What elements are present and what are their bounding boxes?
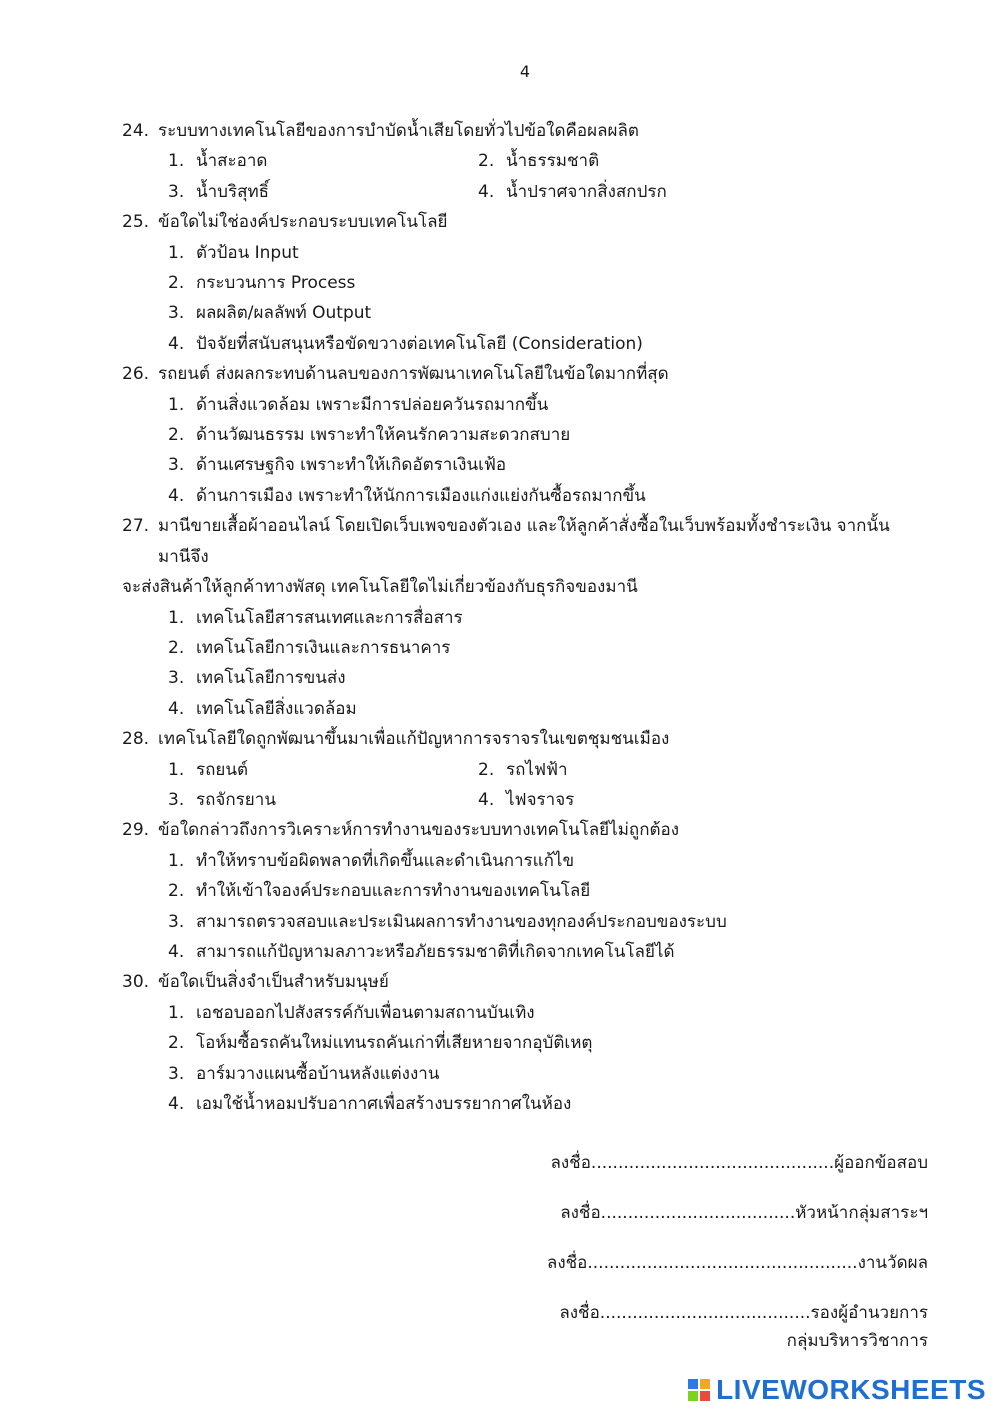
question-text: รถยนต์ ส่งผลกระทบด้านลบของการพัฒนาเทคโนโลยีในข้อใดมากที่สุด	[158, 364, 669, 385]
option-text: ด้านสิ่งแวดล้อม เพราะมีการปล่อยควันรถมากขึ้น	[196, 394, 549, 415]
signature-line: ลงชื่อ.......................................รองผู้อำนวยการ	[559, 1303, 928, 1323]
option-number: 1.	[168, 151, 185, 172]
answer-option[interactable]	[478, 177, 778, 207]
question-number: 25.	[122, 212, 150, 233]
option-number: 1.	[168, 394, 185, 415]
question-item	[122, 511, 922, 724]
option-text: น้ำสะอาด	[196, 151, 268, 172]
option-number: 2.	[168, 637, 185, 658]
option-text: โอห์มซื้อรถคันใหม่แทนรถคันเก่าที่เสียหายจากอุบัติเหตุ	[196, 1033, 593, 1054]
option-number: 2.	[168, 425, 185, 446]
answer-option[interactable]	[122, 298, 922, 328]
option-text: น้ำธรรมชาติ	[506, 151, 600, 172]
answer-option[interactable]	[122, 1059, 922, 1089]
option-number: 2.	[478, 759, 495, 780]
answer-option[interactable]	[478, 146, 778, 176]
answer-option[interactable]	[168, 755, 478, 785]
option-list	[122, 603, 922, 725]
option-text: เอชอบออกไปสังสรรค์กับเพื่อนตามสถานบันเทิง	[196, 1002, 535, 1023]
question-item	[122, 207, 922, 359]
answer-option[interactable]	[122, 998, 922, 1028]
answer-option[interactable]	[122, 481, 922, 511]
option-number: 4.	[478, 789, 495, 810]
option-number: 1.	[168, 242, 185, 263]
question-text: ข้อใดกล่าวถึงการวิเคราะห์การทำงานของระบบทางเทคโนโลยีไม่ถูกต้อง	[158, 820, 680, 841]
logo-square-icon	[700, 1391, 710, 1401]
question-stem	[122, 815, 922, 845]
option-text: เทคโนโลยีสิ่งแวดล้อม	[196, 698, 357, 719]
option-number: 3.	[168, 455, 185, 476]
option-list	[122, 846, 922, 968]
option-number: 1.	[168, 759, 185, 780]
option-text: รถจักรยาน	[196, 789, 276, 810]
option-text: เทคโนโลยีการเงินและการธนาคาร	[196, 637, 451, 658]
logo-grid-icon	[688, 1379, 710, 1401]
answer-option[interactable]	[122, 238, 922, 268]
option-number: 3.	[168, 668, 185, 689]
answer-option[interactable]	[122, 663, 922, 693]
option-text: ผลผลิต/ผลลัพท์ Output	[196, 303, 372, 324]
question-stem	[122, 116, 922, 146]
option-text: ด้านเศรษฐกิจ เพราะทำให้เกิดอัตราเงินเฟ้อ	[196, 455, 507, 476]
question-stem	[122, 207, 922, 237]
option-text: เทคโนโลยีสารสนเทศและการสื่อสาร	[196, 607, 463, 628]
option-text: ทำให้ทราบข้อผิดพลาดที่เกิดขึ้นและดำเนินการแก้ไข	[196, 850, 575, 871]
question-item	[122, 815, 922, 967]
option-number: 4.	[168, 485, 185, 506]
option-number: 1.	[168, 607, 185, 628]
option-text: น้ำปราศจากสิ่งสกปรก	[506, 181, 667, 202]
signature-line: ลงชื่อ....................................หัวหน้ากลุ่มสาระฯ	[560, 1203, 928, 1223]
option-text: สามารถแก้ปัญหามลภาวะหรือภัยธรรมชาติที่เกิดจากเทคโนโลยีได้	[196, 941, 675, 962]
question-number: 27.	[122, 516, 150, 537]
option-number: 3.	[168, 303, 185, 324]
option-number: 2.	[478, 151, 495, 172]
option-text: น้ำบริสุทธิ์	[196, 181, 270, 202]
question-text: ข้อใดไม่ใช่องค์ประกอบระบบเทคโนโลยี	[158, 212, 448, 233]
option-number: 4.	[478, 181, 495, 202]
liveworksheets-logo[interactable]	[688, 1374, 986, 1406]
answer-option[interactable]	[122, 907, 922, 937]
question-item	[122, 359, 922, 511]
option-number: 1.	[168, 1002, 185, 1023]
option-number: 4.	[168, 333, 185, 354]
answer-option[interactable]	[122, 1089, 922, 1119]
question-stem	[122, 359, 922, 389]
option-number: 2.	[168, 881, 185, 902]
logo-square-icon	[688, 1391, 698, 1401]
answer-option[interactable]	[122, 1028, 922, 1058]
question-number: 29.	[122, 820, 150, 841]
answer-option[interactable]	[122, 876, 922, 906]
answer-option[interactable]	[478, 755, 778, 785]
question-list	[122, 116, 922, 1119]
question-stem	[122, 967, 922, 997]
signature-line: ลงชื่อ..................................................งานวัดผล	[546, 1253, 928, 1273]
option-text: ปัจจัยที่สนับสนุนหรือขัดขวางต่อเทคโนโลยี (Consideration)	[196, 333, 643, 354]
option-number: 3.	[168, 789, 185, 810]
option-text: อาร์มวางแผนซื้อบ้านหลังแต่งงาน	[196, 1063, 440, 1084]
logo-square-icon	[700, 1379, 710, 1389]
signature-block	[528, 1148, 928, 1356]
answer-option[interactable]	[122, 846, 922, 876]
question-item	[122, 116, 922, 207]
answer-option[interactable]	[168, 177, 478, 207]
option-number: 3.	[168, 1063, 185, 1084]
option-text: รถไฟฟ้า	[506, 759, 568, 780]
answer-option[interactable]	[122, 633, 922, 663]
option-list	[122, 146, 922, 207]
answer-option[interactable]	[122, 420, 922, 450]
question-text-continuation: จะส่งสินค้าให้ลูกค้าทางพัสดุ เทคโนโลยีใดไม่เกี่ยวข้องกับธุรกิจของมานี	[122, 577, 638, 598]
answer-option[interactable]	[122, 694, 922, 724]
answer-option[interactable]	[122, 603, 922, 633]
option-number: 4.	[168, 1094, 185, 1114]
question-text: ข้อใดเป็นสิ่งจำเป็นสำหรับมนุษย์	[158, 972, 389, 993]
question-text: เทคโนโลยีใดถูกพัฒนาขึ้นมาเพื่อแก้ปัญหาการจราจรในเขตชุมชนเมือง	[158, 729, 670, 750]
question-stem	[122, 511, 922, 572]
option-number: 3.	[168, 181, 185, 202]
answer-option[interactable]	[478, 785, 778, 815]
question-text: มานีขายเสื้อผ้าออนไลน์ โดยเปิดเว็บเพจของตัวเอง และให้ลูกค้าสั่งซื้อในเว็บพร้อมทั้งชำระเงิน จากนั้นมานีจึง	[158, 516, 890, 567]
option-list	[122, 238, 922, 360]
option-text: ด้านวัฒนธรรม เพราะทำให้คนรักความสะดวกสบาย	[196, 425, 571, 446]
option-text: ไฟจราจร	[506, 789, 575, 810]
logo-square-icon	[688, 1379, 698, 1389]
answer-option[interactable]	[122, 268, 922, 298]
option-text: ด้านการเมือง เพราะทำให้นักการเมืองแก่งแย่งกันซื้อรถมากขึ้น	[196, 485, 646, 506]
signature-title-continuation: กลุ่มบริหารวิชาการ	[786, 1331, 928, 1351]
logo-text: LIVEWORKSHEETS	[716, 1374, 986, 1405]
answer-option[interactable]	[168, 785, 478, 815]
question-item	[122, 724, 922, 815]
option-number: 2.	[168, 273, 185, 294]
question-text: ระบบทางเทคโนโลยีของการบำบัดน้ำเสียโดยทั่วไปข้อใดคือผลผลิต	[158, 121, 639, 141]
option-text: เทคโนโลยีการขนส่ง	[196, 668, 346, 689]
question-number: 26.	[122, 364, 150, 385]
question-stem	[122, 724, 922, 754]
answer-option[interactable]	[122, 450, 922, 480]
question-number: 30.	[122, 972, 150, 993]
option-text: สามารถตรวจสอบและประเมินผลการทำงานของทุกองค์ประกอบของระบบ	[196, 911, 727, 932]
option-text: รถยนต์	[196, 759, 249, 780]
option-list	[122, 390, 922, 512]
option-list	[122, 755, 922, 816]
option-text: ทำให้เข้าใจองค์ประกอบและการทำงานของเทคโนโลยี	[196, 881, 591, 902]
option-number: 2.	[168, 1033, 185, 1054]
page-number: 4	[519, 62, 531, 81]
option-number: 1.	[168, 850, 185, 871]
question-number: 28.	[122, 729, 150, 750]
answer-option[interactable]	[122, 329, 922, 359]
question-item	[122, 967, 922, 1119]
option-text: กระบวนการ Process	[196, 273, 356, 294]
option-text: ตัวป้อน Input	[196, 242, 299, 263]
option-number: 4.	[168, 941, 185, 962]
answer-option[interactable]	[168, 146, 478, 176]
signature-line: ลงชื่อ.............................................ผู้ออกข้อสอบ	[550, 1153, 928, 1173]
option-number: 3.	[168, 911, 185, 932]
question-number: 24.	[122, 121, 150, 141]
answer-option[interactable]	[122, 390, 922, 420]
answer-option[interactable]	[122, 937, 922, 967]
option-number: 4.	[168, 698, 185, 719]
option-text: เอมใช้น้ำหอมปรับอากาศเพื่อสร้างบรรยากาศในห้อง	[196, 1094, 572, 1114]
option-list	[122, 998, 922, 1120]
